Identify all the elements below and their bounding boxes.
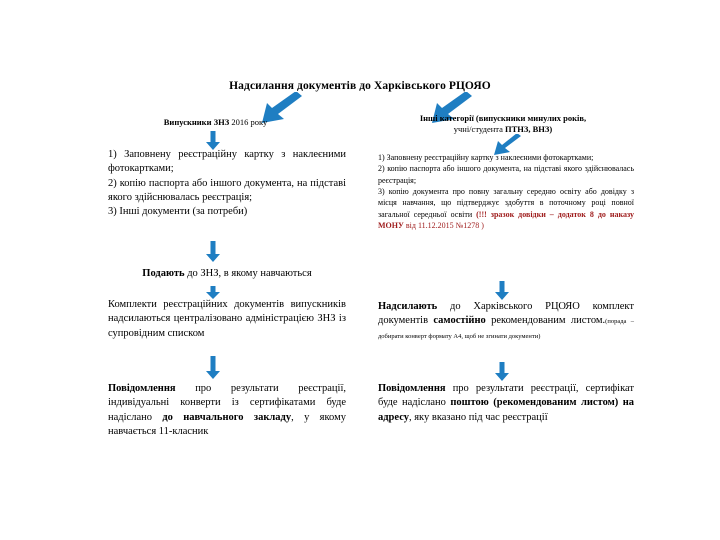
right-notice-bold-mid: поштою (рекомендованим листом) на адресу <box>378 397 634 423</box>
right-send-end: рекомендованим листом. <box>485 315 606 327</box>
left-documents-list <box>108 148 346 219</box>
right-column-header-line1: Інші категорії (випускники минулих років, <box>419 113 587 123</box>
right-column-header <box>372 113 634 134</box>
left-column-header <box>108 117 323 128</box>
right-send-statement <box>378 300 634 343</box>
left-submit-statement <box>102 268 352 279</box>
left-notice-mid: про результати реєстрації, індивідуальні конверти із сертифікатами буде надіслано <box>108 383 346 423</box>
right-list-item-3-wrapper <box>378 186 634 231</box>
left-notice-statement <box>108 382 346 440</box>
right-send-mid: до Харківського РЦОЯО комплект документів <box>378 301 634 327</box>
arrow-left-list-to-submit <box>205 241 221 263</box>
right-notice-end: , яку вказано під час реєстрації <box>408 411 548 423</box>
left-column-header-bold: Випускники ЗНЗ <box>163 117 230 127</box>
arrow-right-list-to-send <box>494 281 510 301</box>
right-list-red-note-bold: (!!! зразок довідки – додаток 8 до наказу МОНУ <box>378 209 635 231</box>
left-column-header-year: 2016 року <box>231 117 268 127</box>
right-list-item-1: 1) Заповнену реєстраційну картку з наклеєними фотокартками; <box>378 153 594 162</box>
right-column-header-line2-normal: учні/студента <box>453 123 505 134</box>
left-submit-bold: Подають <box>142 268 185 279</box>
right-documents-list <box>378 152 634 232</box>
right-send-bold-start: Надсилають <box>378 301 438 312</box>
left-notice-bold-start: Повідомлення <box>108 383 176 394</box>
page-title: Надсилання документів до Харківського РЦОЯО <box>229 80 491 92</box>
arrow-left-packets-to-notice <box>205 356 221 380</box>
right-notice-mid: про результати реєстрації, сертифікат буде надіслано <box>378 383 634 409</box>
left-list-item-1: 1) Заповнену реєстраційну картку з наклеєними фотокартками; <box>108 149 346 175</box>
right-list-item-2: 2) копію паспорта або іншого документа, на підставі якого здійснювалась реєстрація; <box>378 164 634 185</box>
left-notice-end: , у якому навчається 11-класник <box>108 411 347 438</box>
right-notice-statement <box>378 382 634 425</box>
left-list-item-2: 2) копію паспорта або іншого документа, на підставі якого здійснювалась реєстрація; <box>108 177 346 203</box>
right-list-red-note-rest: від 11.12.2015 №1278 ) <box>403 221 484 231</box>
right-notice-bold-start: Повідомлення <box>378 383 446 394</box>
right-column-header-line2-bold: ПТНЗ, ВНЗ) <box>505 123 553 134</box>
left-packets-text: Комплекти реєстраційних документів випускників надсилаються централізовано адміністрацією ЗНЗ із супровідним списком <box>108 299 346 339</box>
right-send-bold-mid: самостійно <box>433 315 486 327</box>
left-submit-rest: до ЗНЗ, в якому навчаються <box>184 268 312 279</box>
left-notice-bold-mid: до навчального закладу <box>162 411 292 423</box>
arrow-right-send-to-notice <box>494 362 510 382</box>
right-list-item-3: 3) копію документа про повну загальну середню освіту або довідку з місця навчання, що підтверджує здобуття в поточному році повної загальної середньої освіти <box>378 187 634 219</box>
left-packets-statement <box>108 298 346 341</box>
left-list-item-3: 3) Інші документи (за потреби) <box>108 206 248 218</box>
right-send-tip: (порада – добирати конверт формату А4, щоб не згинати документи) <box>378 318 634 340</box>
